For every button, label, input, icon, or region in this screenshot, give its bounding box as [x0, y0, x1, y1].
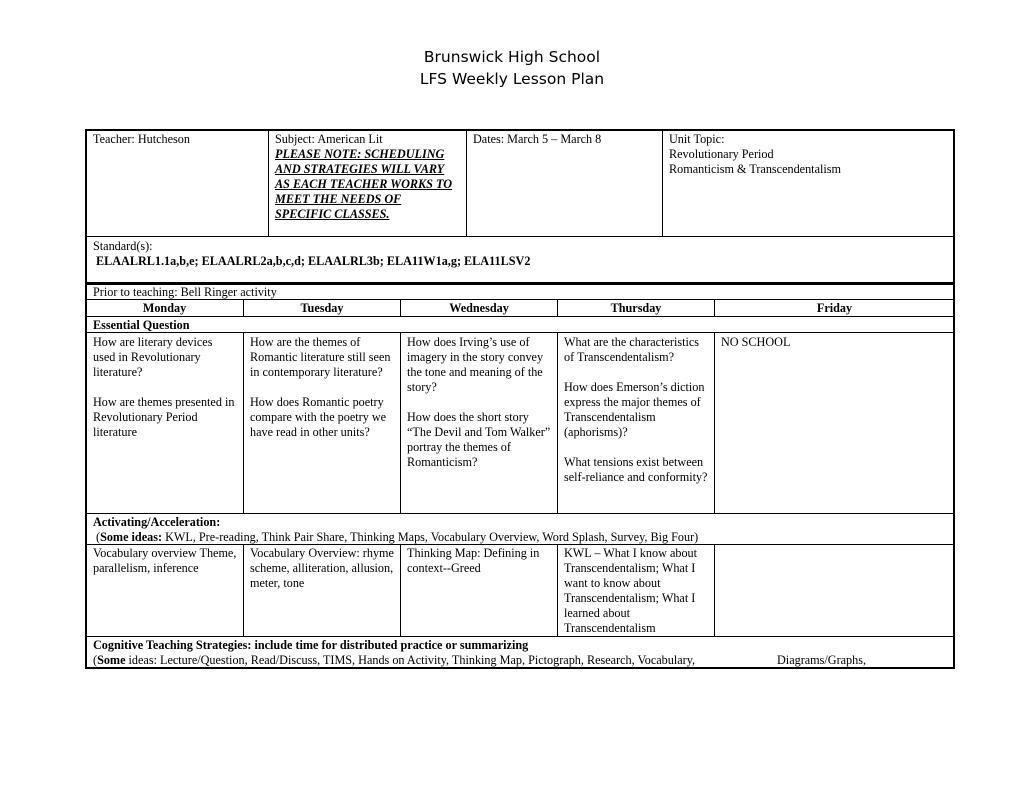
cognitive-ideas-tail: Diagrams/Graphs, [777, 653, 867, 667]
eq-monday-q1: How are literary devices used in Revolutionary literature? [93, 335, 213, 379]
day-header-monday: Monday [142, 301, 187, 315]
activating-label: Activating/Acceleration: [93, 515, 221, 529]
cognitive-label: Cognitive Teaching Strategies: include time for distributed practice or summarizing [93, 638, 529, 652]
unit-topic-label: Unit Topic: [669, 132, 725, 146]
day-header-tuesday: Tuesday [300, 301, 344, 315]
eq-wednesday [401, 334, 557, 471]
act-friday [715, 545, 953, 547]
teacher-cell: Teacher: Hutcheson [93, 132, 190, 146]
eq-tuesday-q2: How does Romantic poetry compare with the poetry we have read in other units? [250, 395, 387, 439]
eq-thursday-q2: How does Emerson’s diction express the major themes of Transcendentalism (aphorisms)? [564, 380, 705, 439]
act-thursday: KWL – What I know about Transcendentalism; What I want to know about Transcendentalism; What I learned about Transcendentalism [564, 546, 698, 635]
eq-monday-q2: How are themes presented in Revolutionary Period literature [93, 395, 235, 439]
standards-value: ELAALRL1.1a,b,e; ELAALRL2a,b,c,d; ELAALRL3b; ELA11W1a,g; ELA11LSV2 [96, 254, 531, 268]
subject-cell [269, 131, 466, 223]
unit-topic-cell [663, 131, 953, 178]
day-header-thursday: Thursday [610, 301, 662, 315]
standards-label: Standard(s): [93, 239, 153, 253]
plan-title: LFS Weekly Lesson Plan [419, 70, 605, 88]
act-tuesday: Vocabulary Overview: rhyme scheme, alliteration, allusion, meter, tone [250, 546, 394, 590]
eq-thursday-q3: What tensions exist between self-reliance and conformity? [564, 455, 708, 484]
eq-thursday [558, 334, 714, 486]
dates-cell: Dates: March 5 – March 8 [473, 132, 602, 146]
eq-monday [87, 334, 243, 441]
act-monday: Vocabulary overview Theme, parallelism, inference [93, 546, 237, 575]
day-header-friday: Friday [816, 301, 853, 315]
activating-ideas: (Some ideas: KWL, Pre-reading, Think Pair Share, Thinking Maps, Vocabulary Overview, Word Splash, Survey, Big Four) [96, 530, 699, 544]
eq-wednesday-q2: How does the short story “The Devil and Tom Walker” portray the themes of Romanticism? [407, 410, 551, 469]
eq-thursday-q1: What are the characteristics of Transcendentalism? [564, 335, 699, 364]
activating-header [87, 514, 953, 546]
unit-topic-1: Revolutionary Period [669, 147, 774, 161]
school-name: Brunswick High School [423, 48, 601, 66]
prior-teaching: Prior to teaching: Bell Ringer activity [93, 285, 277, 299]
standards-cell [87, 238, 953, 270]
subject-label: Subject: American Lit [275, 132, 383, 146]
eq-friday: NO SCHOOL [721, 335, 791, 349]
act-wednesday: Thinking Map: Defining in context--Greed [407, 546, 540, 575]
scheduling-note: PLEASE NOTE: SCHEDULING AND STRATEGIES WILL VARY AS EACH TEACHER WORKS TO MEET THE NEEDS OF SPECIFIC CLASSES. [275, 147, 453, 221]
essential-question-label: Essential Question [93, 318, 190, 332]
unit-topic-2: Romanticism & Transcendentalism [669, 162, 841, 176]
day-header-wednesday: Wednesday [449, 301, 509, 315]
eq-tuesday-q1: How are the themes of Romantic literature still seen in contemporary literature? [250, 335, 391, 379]
eq-tuesday [244, 334, 400, 441]
cognitive-ideas: (Some ideas: Lecture/Question, Read/Discuss, TIMS, Hands on Activity, Thinking Map, Pictograph, Research, Vocabulary, [93, 653, 696, 667]
eq-wednesday-q1: How does Irving’s use of imagery in the story convey the tone and meaning of the story? [407, 335, 544, 394]
